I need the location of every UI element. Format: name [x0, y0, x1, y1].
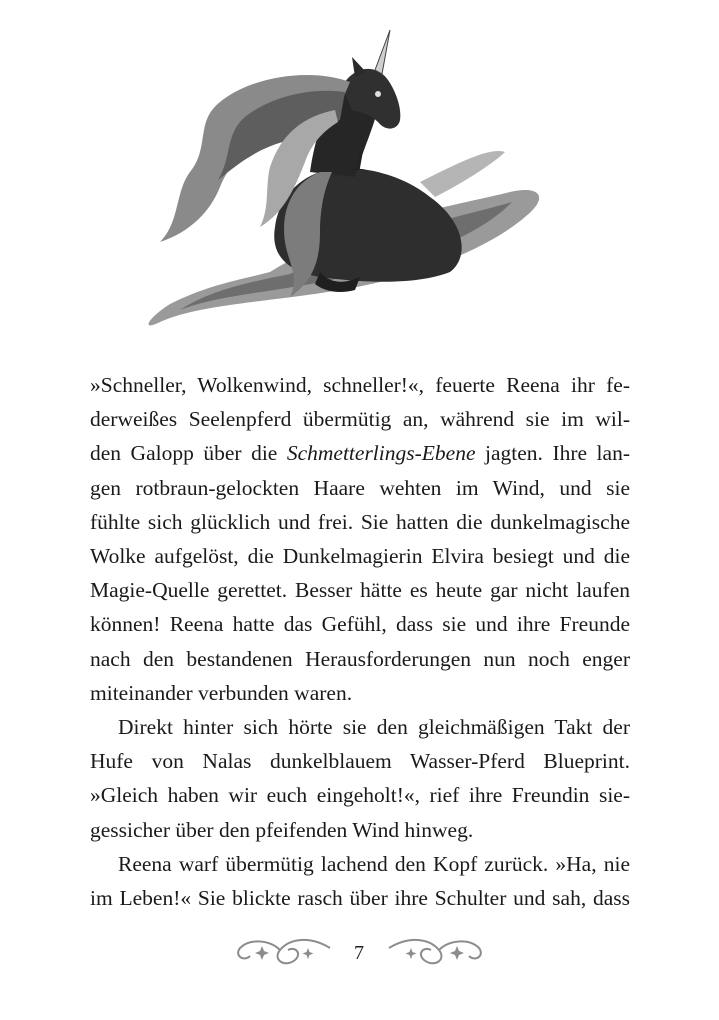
text-line: miteinander verbunden waren. [90, 680, 353, 705]
text-line: Direkt hinter sich hörte sie den gleichmäßigen Takt der [118, 715, 630, 740]
text-line: Wolke aufgelöst, die Dunkelmagierin Elvira besiegt und die [90, 544, 630, 569]
page-number: 7 [354, 942, 364, 964]
text-line: derweißes Seelenpferd übermütig an, während sie im wil- [90, 407, 630, 432]
text-line: im Leben!« Sie blickte rasch über ihre Schulter und sah, dass [90, 886, 630, 911]
text-line: Hufe von Nalas dunkelblauem Wasser-Pferd Blueprint. [90, 749, 630, 774]
text-line: Magie-Quelle gerettet. Besser hätte es heute gar nicht laufen [90, 578, 630, 603]
text-line: »Schneller, Wolkenwind, schneller!«, feuerte Reena ihr fe- [90, 373, 630, 397]
italic-place-name: Schmetterlings-Ebene [286, 441, 476, 466]
chapter-text [90, 368, 630, 915]
text-line: den Galopp über die Schmetterlings-Ebene jagten. Ihre lan- [90, 441, 630, 466]
text-line: gessicher über den pfeifenden Wind hinweg. [90, 817, 474, 842]
text-line: gen rotbraun-gelockten Haare wehten im Wind, und sie [90, 475, 630, 500]
text-line: fühlte sich glücklich und frei. Sie hatten die dunkelmagische [90, 509, 630, 534]
text-line: nach den bestandenen Herausforderungen nun noch enger [90, 646, 630, 671]
chapter-number: 1 [352, 144, 367, 177]
unicorn-illustration [120, 22, 560, 352]
text-line: können! Reena hatte das Gefühl, dass sie und ihre Freunde [90, 612, 630, 637]
text-line: »Gleich haben wir euch eingeholt!«, rief ihre Freundin sie- [90, 783, 630, 808]
text-line: Reena warf übermütig lachend den Kopf zurück. »Ha, nie [118, 851, 630, 876]
